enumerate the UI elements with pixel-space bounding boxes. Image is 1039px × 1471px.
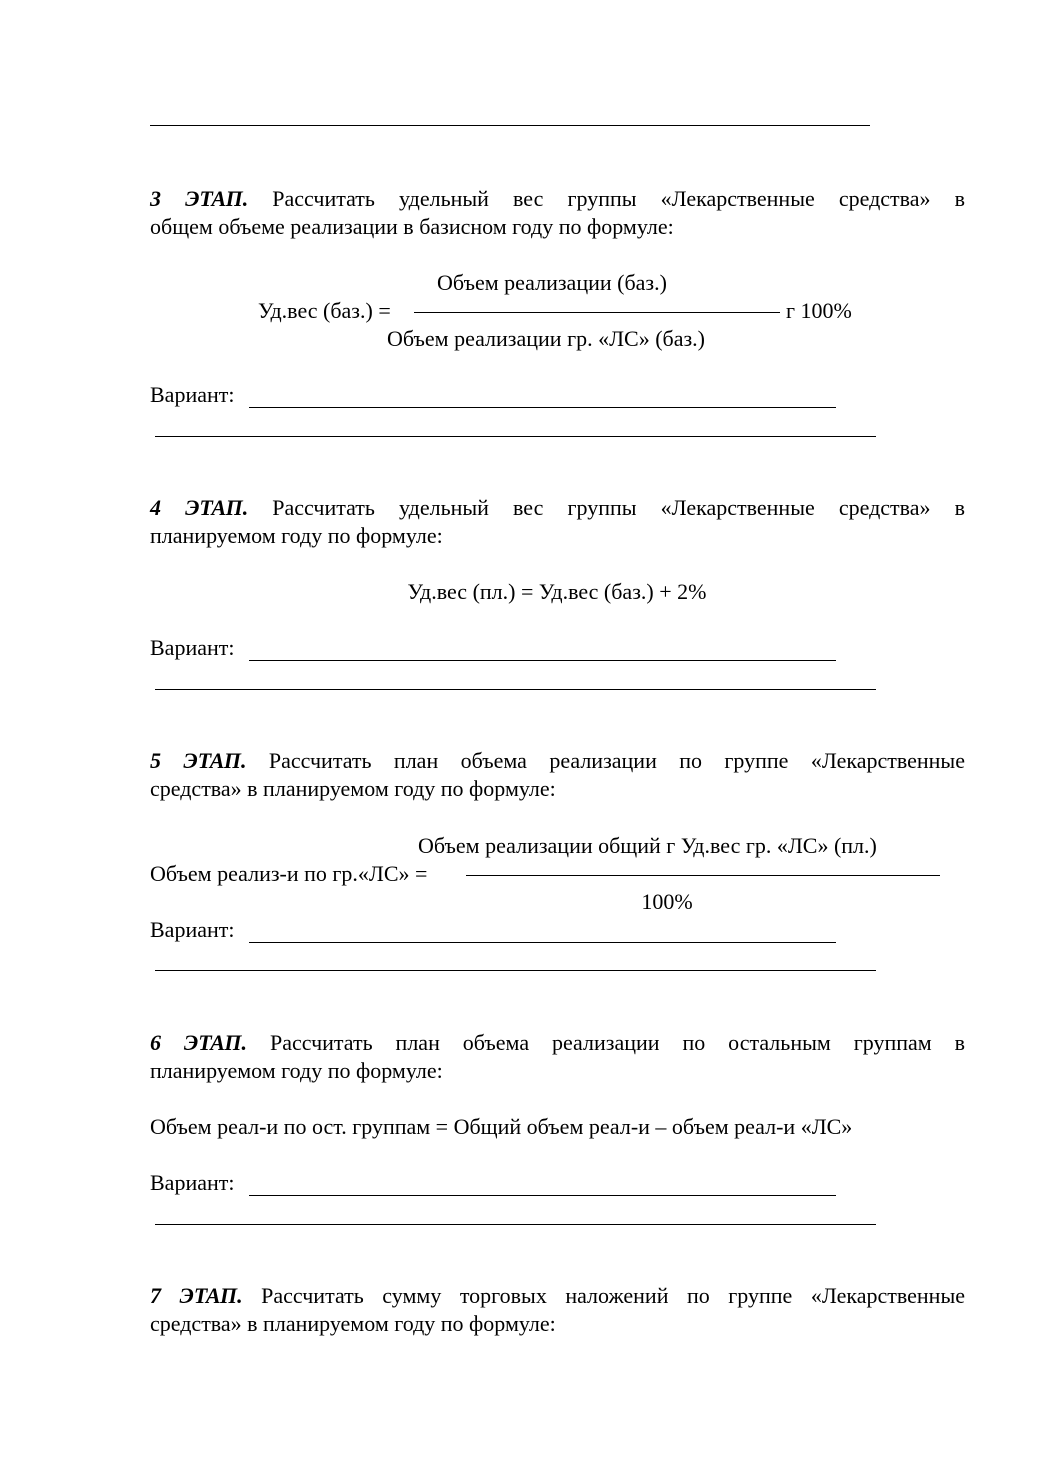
stage-4-paragraph — [150, 494, 965, 550]
stage-4-line-1 — [150, 494, 965, 522]
stage-7-paragraph — [150, 1282, 965, 1338]
variant-label-4: Вариант: — [150, 635, 235, 660]
formula-3-fraction-bar — [414, 312, 780, 313]
stage-3-paragraph — [150, 185, 965, 241]
answer-line-6a[interactable] — [249, 1195, 836, 1196]
formula-5-lhs: Объем реализ-и по гр.«ЛС» = — [150, 861, 428, 886]
stage-7-line-1 — [150, 1282, 965, 1310]
variant-label-5: Вариант: — [150, 917, 235, 942]
stage-5-title: 5 ЭТАП. — [150, 748, 247, 773]
formula-3-denominator: Объем реализации гр. «ЛС» (баз.) — [386, 326, 706, 351]
stage-7-title: 7 ЭТАП. — [150, 1283, 243, 1308]
stage-6-line-1 — [150, 1029, 965, 1057]
answer-line-4b[interactable] — [155, 689, 876, 690]
answer-line-5b[interactable] — [155, 970, 876, 971]
formula-3-rhs: г 100% — [786, 298, 852, 323]
formula-5-denominator: 100% — [641, 889, 693, 914]
stage-6-paragraph — [150, 1029, 965, 1085]
stage-6-text-1: Рассчитать план объема реализации по остальным группам в — [269, 1030, 966, 1055]
variant-label-6: Вариант: — [150, 1170, 235, 1195]
stage-7-text-2: средства» в планируемом году по формуле: — [150, 1311, 556, 1336]
stage-6-text-2: планируемом году по формуле: — [150, 1058, 443, 1083]
formula-3-lhs: Уд.вес (баз.) = — [258, 298, 391, 323]
formula-3-numerator: Объем реализации (баз.) — [437, 270, 667, 295]
formula-6: Объем реал-и по ост. группам = Общий объем реал-и – объем реал-и «ЛС» — [150, 1114, 853, 1139]
formula-5-fraction-bar — [466, 875, 940, 876]
stage-4-text-2: планируемом году по формуле: — [150, 523, 443, 548]
stage-6-title: 6 ЭТАП. — [150, 1030, 248, 1055]
answer-line-4a[interactable] — [249, 660, 836, 661]
answer-line-5a[interactable] — [249, 942, 836, 943]
formula-5-numerator: Объем реализации общий г Уд.вес гр. «ЛС» (пл.) — [418, 833, 877, 858]
stage-3-text-1: Рассчитать удельный вес группы «Лекарственные средства» в — [272, 186, 965, 211]
stage-4-title: 4 ЭТАП. — [150, 495, 249, 520]
stage-7-text-1: Рассчитать сумму торговых наложений по группе «Лекарственные — [261, 1283, 965, 1308]
stage-5-line-1 — [150, 747, 965, 775]
stage-3-line-1 — [150, 185, 965, 213]
stage-4-text-1: Рассчитать удельный вес группы «Лекарственные средства» в — [272, 495, 965, 520]
answer-line-3b[interactable] — [155, 436, 876, 437]
stage-5-paragraph — [150, 747, 965, 803]
variant-label-3: Вариант: — [150, 382, 235, 407]
formula-4: Уд.вес (пл.) = Уд.вес (баз.) + 2% — [407, 579, 707, 604]
stage-3-text-2: общем объеме реализации в базисном году по формуле: — [150, 214, 674, 239]
answer-line-top — [150, 125, 870, 126]
stage-5-text-2: средства» в планируемом году по формуле: — [150, 776, 556, 801]
stage-5-text-1: Рассчитать план объема реализации по группе «Лекарственные — [268, 748, 965, 773]
answer-line-3a[interactable] — [249, 407, 836, 408]
answer-line-6b[interactable] — [155, 1224, 876, 1225]
stage-3-title: 3 ЭТАП. — [150, 186, 249, 211]
